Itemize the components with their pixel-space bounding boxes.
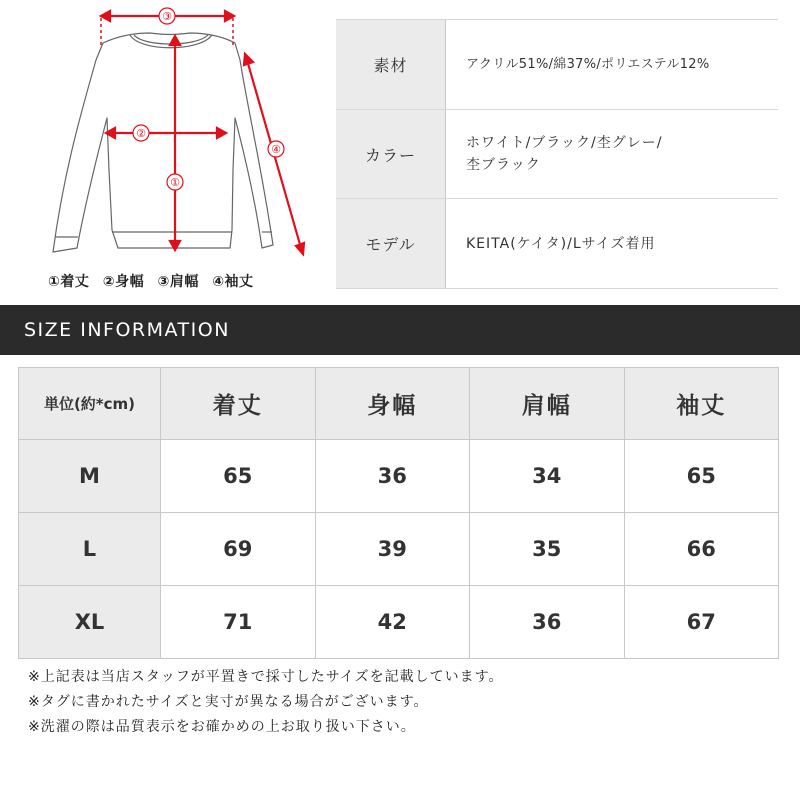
table-cell: 36 [470, 586, 625, 659]
sweatshirt-outline-illustration [0, 0, 330, 300]
table-cell: 65 [161, 440, 316, 513]
table-cell: 67 [624, 586, 779, 659]
spec-label: 素材 [336, 20, 446, 109]
unit-header: 単位(約*cm) [19, 368, 161, 440]
spec-row-color [336, 110, 778, 199]
legend-chest-width: ②身幅 [102, 274, 145, 290]
table-row [19, 586, 779, 659]
garment-measurement-diagram [0, 0, 330, 300]
note-line: ※洗濯の際は品質表示をお確かめの上お取り扱い下さい。 [28, 719, 416, 735]
size-label: M [19, 440, 161, 513]
legend-shoulder-width: ③肩幅 [157, 274, 199, 290]
table-cell: 35 [470, 513, 625, 586]
marker-length-label: ① [170, 176, 180, 189]
note-line: ※上記表は当店スタッフが平置きで採寸したサイズを記載しています。 [28, 669, 504, 685]
column-header-shoulder-width: 肩幅 [470, 368, 625, 440]
table-cell: 36 [315, 440, 470, 513]
size-notes [28, 665, 788, 740]
table-cell: 66 [624, 513, 779, 586]
spec-label: カラー [336, 110, 446, 198]
table-cell: 42 [315, 586, 470, 659]
column-header-chest-width: 身幅 [315, 368, 470, 440]
spec-value: KEITA(ケイタ)/Lサイズ着用 [466, 235, 656, 252]
note-line: ※タグに書かれたサイズと実寸が異なる場合がございます。 [28, 694, 429, 710]
table-cell: 39 [315, 513, 470, 586]
legend-length: ①着丈 [48, 274, 90, 290]
marker-chest-label: ② [136, 127, 146, 140]
measurement-legend [48, 271, 308, 291]
table-cell: 69 [161, 513, 316, 586]
column-header-length: 着丈 [161, 368, 316, 440]
spec-value: ホワイト/ブラック/杢グレー/ 杢ブラック [466, 135, 663, 173]
size-table-header-row [19, 368, 779, 440]
spec-row-model [336, 199, 778, 288]
table-cell: 65 [624, 440, 779, 513]
table-row [19, 440, 779, 513]
table-row [19, 513, 779, 586]
size-label: L [19, 513, 161, 586]
size-label: XL [19, 586, 161, 659]
spec-label: モデル [336, 199, 446, 288]
table-cell: 71 [161, 586, 316, 659]
size-information-header: SIZE INFORMATION [0, 305, 800, 355]
marker-shoulder-label: ③ [162, 10, 172, 23]
legend-sleeve-length: ④袖丈 [212, 274, 254, 290]
size-table [18, 367, 779, 659]
product-spec-table [336, 19, 778, 289]
spec-value: アクリル51%/綿37%/ポリエステル12% [466, 56, 710, 72]
marker-sleeve-label: ④ [271, 143, 281, 156]
spec-row-material [336, 20, 778, 110]
table-cell: 34 [470, 440, 625, 513]
column-header-sleeve-length: 袖丈 [624, 368, 779, 440]
